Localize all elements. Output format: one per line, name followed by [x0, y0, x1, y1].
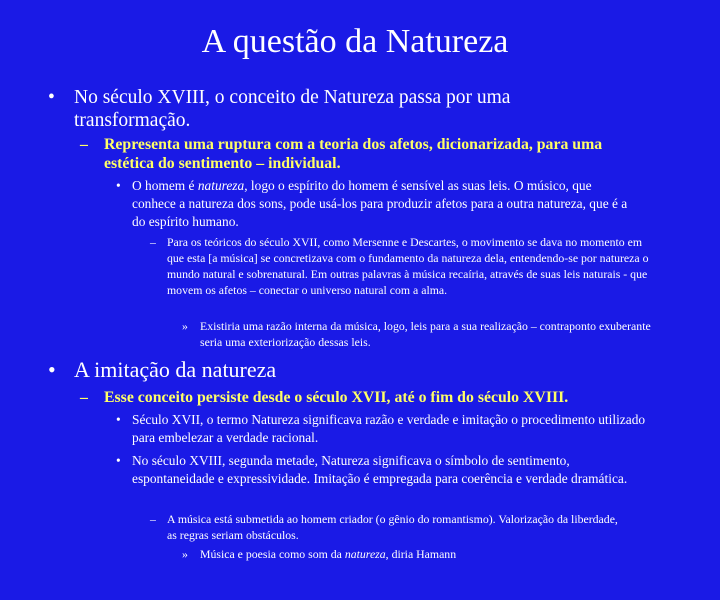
bullet-dash: –	[80, 136, 88, 153]
bullet-level3	[116, 411, 646, 447]
bullet-level5	[182, 546, 652, 562]
bullet-level1	[48, 357, 608, 383]
bullet-dash: –	[80, 389, 88, 406]
bullet-level5	[182, 318, 652, 350]
bullet-dot: •	[116, 412, 121, 427]
bullet-dot: •	[48, 357, 56, 382]
bullet-level2	[80, 135, 655, 173]
bullet-level4	[150, 511, 620, 543]
bullet-text: Música e poesia como som da natureza, diria Hamann	[200, 547, 457, 561]
slide-title: A questão da Natureza	[201, 23, 509, 60]
bullet-level1	[48, 86, 608, 132]
bullet-text: Representa uma ruptura com a teoria dos afetos, dicionarizada, para uma estética do sentimento – individual.	[104, 136, 603, 172]
bullet-arrow: »	[182, 319, 188, 333]
bullet-dot: •	[116, 453, 121, 468]
bullet-level3	[116, 177, 636, 231]
bullet-level4	[150, 234, 650, 298]
bullet-dot: •	[48, 87, 55, 108]
bullet-dash: –	[150, 235, 156, 249]
bullet-text: No século XVIII, segunda metade, Natureza significava o símbolo de sentimento, espontaneidade e expressividade. Imitação é empregada para coerência e verdade dramática.	[132, 453, 628, 486]
bullet-level3	[116, 452, 646, 488]
bullet-text: Para os teóricos do século XVII, como Mersenne e Descartes, o movimento se dava no momento em que esta [a música] se concretizava com o fundamento da natureza dela, entendendo-se por natureza o mundo natural e sobrenatural. Em outras palavras à música recaíria, através de suas leis naturais - que movem os afetos – conectar o universo natural com a alma.	[167, 235, 649, 297]
bullet-text: O homem é natureza, logo o espírito do homem é sensível as suas leis. O músico, que conhece a natureza dos sons, pode usá-los para produzir afetos para a outra natureza, que é a do espírito humano.	[132, 178, 628, 229]
bullet-text: Século XVII, o termo Natureza significava razão e verdade e imitação o procedimento utilizado para embelezar a verdade racional.	[132, 412, 646, 445]
bullet-text: A imitação da natureza	[74, 357, 277, 382]
bullet-text: Existiria uma razão interna da música, logo, leis para a sua realização – contraponto exuberante seria uma exteriorização dessas leis.	[200, 319, 651, 349]
bullet-level2	[80, 388, 655, 407]
bullet-text: A música está submetida ao homem criador (o gênio do romantismo). Valorização da liberdade, as regras seriam obstáculos.	[167, 512, 618, 542]
bullet-text: No século XVIII, o conceito de Natureza passa por uma transformação.	[74, 87, 511, 131]
bullet-arrow: »	[182, 547, 188, 561]
bullet-text: Esse conceito persiste desde o século XVII, até o fim do século XVIII.	[104, 389, 569, 406]
bullet-dot: •	[116, 178, 121, 193]
bullet-dash: –	[150, 512, 156, 526]
